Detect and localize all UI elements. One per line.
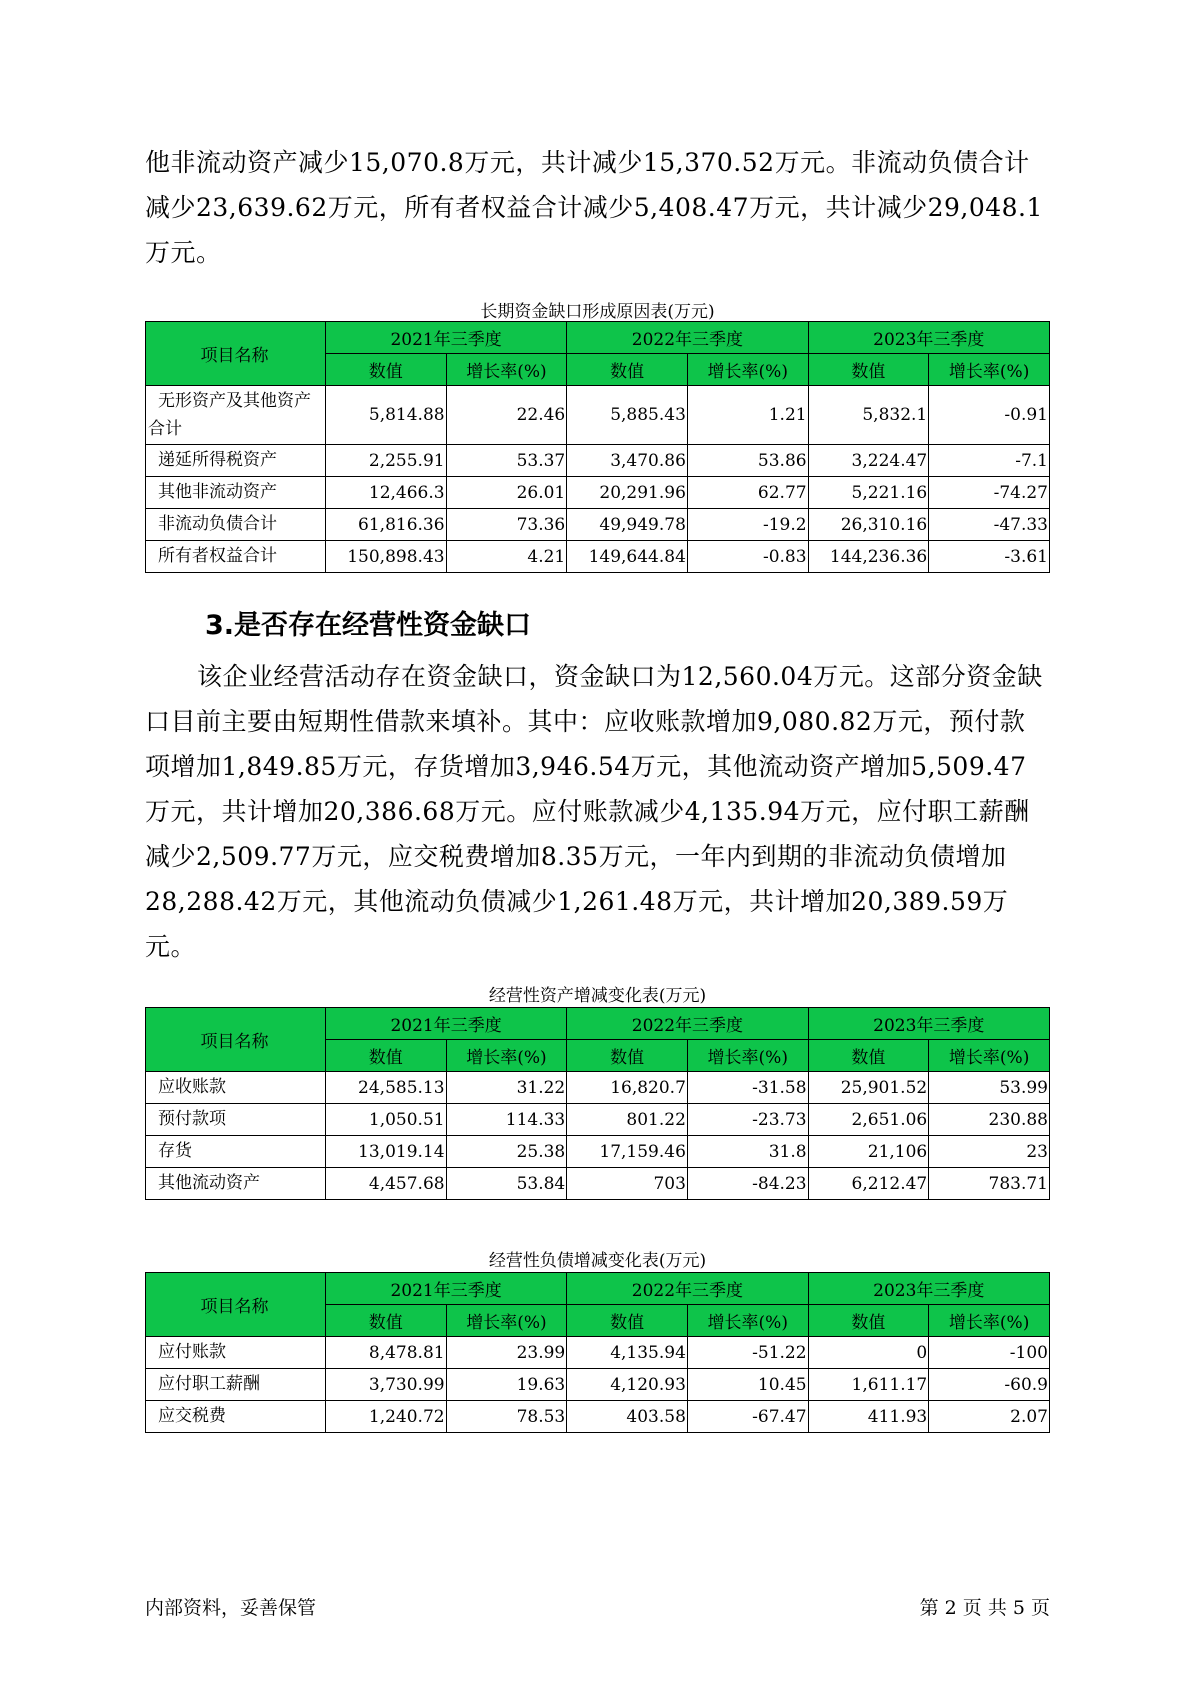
growth-rate-cell: -100 — [929, 1337, 1050, 1369]
value-cell: 150,898.43 — [325, 541, 446, 573]
growth-rate-cell: 23.99 — [446, 1337, 567, 1369]
growth-rate-cell: 114.33 — [446, 1104, 567, 1136]
value-cell: 144,236.36 — [808, 541, 929, 573]
table-row — [146, 386, 1050, 445]
row-label: 预付款项 — [146, 1104, 326, 1136]
sub-header: 增长率(%) — [687, 354, 808, 386]
sub-header: 数值 — [567, 354, 688, 386]
period-header: 2023年三季度 — [808, 1008, 1049, 1040]
row-label: 无形资产及其他资产合计 — [146, 386, 326, 445]
period-header: 2021年三季度 — [325, 322, 566, 354]
sub-header: 数值 — [808, 354, 929, 386]
growth-rate-cell: 26.01 — [446, 477, 567, 509]
table1-caption: 长期资金缺口形成原因表(万元) — [480, 302, 715, 322]
value-cell: 4,457.68 — [325, 1168, 446, 1200]
footer-confidential-note: 内部资料，妥善保管 — [145, 1597, 317, 1619]
growth-rate-cell: -19.2 — [687, 509, 808, 541]
value-cell: 5,832.1 — [808, 386, 929, 445]
period-header: 2023年三季度 — [808, 1273, 1049, 1305]
section-heading: 3.是否存在经营性资金缺口 — [205, 610, 532, 641]
value-cell: 4,120.93 — [567, 1369, 688, 1401]
growth-rate-cell: 53.86 — [687, 445, 808, 477]
value-cell: 21,106 — [808, 1136, 929, 1168]
row-label: 其他非流动资产 — [146, 477, 326, 509]
period-header: 2023年三季度 — [808, 322, 1049, 354]
period-header: 2022年三季度 — [567, 322, 808, 354]
sub-header: 增长率(%) — [929, 354, 1050, 386]
growth-rate-cell: 78.53 — [446, 1401, 567, 1433]
value-cell: 1,050.51 — [325, 1104, 446, 1136]
value-cell: 403.58 — [567, 1401, 688, 1433]
name-header: 项目名称 — [146, 1008, 326, 1072]
table3-caption: 经营性负债增减变化表(万元) — [488, 1251, 707, 1271]
value-cell: 1,611.17 — [808, 1369, 929, 1401]
value-cell: 3,224.47 — [808, 445, 929, 477]
value-cell: 6,212.47 — [808, 1168, 929, 1200]
sub-header: 增长率(%) — [446, 354, 567, 386]
row-label: 应交税费 — [146, 1401, 326, 1433]
table-row — [146, 1401, 1050, 1433]
table-row — [146, 1072, 1050, 1104]
growth-rate-cell: 62.77 — [687, 477, 808, 509]
value-cell: 16,820.7 — [567, 1072, 688, 1104]
growth-rate-cell: -67.47 — [687, 1401, 808, 1433]
growth-rate-cell: 53.99 — [929, 1072, 1050, 1104]
growth-rate-cell: 53.37 — [446, 445, 567, 477]
growth-rate-cell: -0.91 — [929, 386, 1050, 445]
table-row — [146, 1168, 1050, 1200]
table-row — [146, 1369, 1050, 1401]
value-cell: 24,585.13 — [325, 1072, 446, 1104]
sub-header: 数值 — [325, 1305, 446, 1337]
row-label: 应收账款 — [146, 1072, 326, 1104]
value-cell: 8,478.81 — [325, 1337, 446, 1369]
growth-rate-cell: 1.21 — [687, 386, 808, 445]
value-cell: 5,814.88 — [325, 386, 446, 445]
sub-header: 数值 — [325, 354, 446, 386]
growth-rate-cell: 31.22 — [446, 1072, 567, 1104]
value-cell: 2,651.06 — [808, 1104, 929, 1136]
value-cell: 13,019.14 — [325, 1136, 446, 1168]
footer-page-number: 第 2 页 共 5 页 — [919, 1597, 1050, 1619]
table-row — [146, 445, 1050, 477]
growth-rate-cell: 31.8 — [687, 1136, 808, 1168]
row-label: 应付账款 — [146, 1337, 326, 1369]
sub-header: 数值 — [808, 1040, 929, 1072]
value-cell: 411.93 — [808, 1401, 929, 1433]
row-label: 其他流动资产 — [146, 1168, 326, 1200]
growth-rate-cell: 23 — [929, 1136, 1050, 1168]
growth-rate-cell: 230.88 — [929, 1104, 1050, 1136]
growth-rate-cell: -74.27 — [929, 477, 1050, 509]
value-cell: 17,159.46 — [567, 1136, 688, 1168]
value-cell: 20,291.96 — [567, 477, 688, 509]
value-cell: 0 — [808, 1337, 929, 1369]
value-cell: 5,885.43 — [567, 386, 688, 445]
table-row — [146, 477, 1050, 509]
growth-rate-cell: 19.63 — [446, 1369, 567, 1401]
row-label: 应付职工薪酬 — [146, 1369, 326, 1401]
growth-rate-cell: 2.07 — [929, 1401, 1050, 1433]
value-cell: 703 — [567, 1168, 688, 1200]
sub-header: 增长率(%) — [687, 1305, 808, 1337]
sub-header: 增长率(%) — [929, 1305, 1050, 1337]
value-cell: 61,816.36 — [325, 509, 446, 541]
period-header: 2022年三季度 — [567, 1273, 808, 1305]
sub-header: 数值 — [567, 1305, 688, 1337]
sub-header: 增长率(%) — [446, 1040, 567, 1072]
growth-rate-cell: -47.33 — [929, 509, 1050, 541]
section3-paragraph: 该企业经营活动存在资金缺口，资金缺口为12,560.04万元。这部分资金缺口目前主要由短期性借款来填补。其中：应收账款增加9,080.82万元，预付款项增加1,849.85万元，存货增加3,946.54万元，其他流动资产增加5,509.47万元，共计增加20,386.68万元。应付账款减少4,135.94万元，应付职工薪酬减少2,509.77万元，应交税费增加8.35万元，一年内到期的非流动负债增加28,288.42万元，其他流动负债减少1,261.48万元，共计增加20,389.59万元。 — [145, 662, 1043, 961]
growth-rate-cell: -0.83 — [687, 541, 808, 573]
sub-header: 增长率(%) — [687, 1040, 808, 1072]
growth-rate-cell: -7.1 — [929, 445, 1050, 477]
name-header: 项目名称 — [146, 322, 326, 386]
period-header: 2021年三季度 — [325, 1273, 566, 1305]
value-cell: 3,470.86 — [567, 445, 688, 477]
value-cell: 25,901.52 — [808, 1072, 929, 1104]
value-cell: 1,240.72 — [325, 1401, 446, 1433]
table-row — [146, 509, 1050, 541]
growth-rate-cell: 25.38 — [446, 1136, 567, 1168]
value-cell: 12,466.3 — [325, 477, 446, 509]
growth-rate-cell: -3.61 — [929, 541, 1050, 573]
growth-rate-cell: 22.46 — [446, 386, 567, 445]
table-row — [146, 1136, 1050, 1168]
name-header: 项目名称 — [146, 1273, 326, 1337]
value-cell: 49,949.78 — [567, 509, 688, 541]
value-cell: 26,310.16 — [808, 509, 929, 541]
value-cell: 3,730.99 — [325, 1369, 446, 1401]
value-cell: 149,644.84 — [567, 541, 688, 573]
sub-header: 增长率(%) — [929, 1040, 1050, 1072]
sub-header: 数值 — [808, 1305, 929, 1337]
value-cell: 5,221.16 — [808, 477, 929, 509]
growth-rate-cell: 73.36 — [446, 509, 567, 541]
growth-rate-cell: -60.9 — [929, 1369, 1050, 1401]
table-row — [146, 541, 1050, 573]
growth-rate-cell: 53.84 — [446, 1168, 567, 1200]
table-row — [146, 1337, 1050, 1369]
row-label: 存货 — [146, 1136, 326, 1168]
growth-rate-cell: 10.45 — [687, 1369, 808, 1401]
intro-paragraph: 他非流动资产减少15,070.8万元，共计减少15,370.52万元。非流动负债合计减少23,639.62万元，所有者权益合计减少5,408.47万元，共计减少29,048.1万元。 — [145, 148, 1043, 267]
long-term-gap-table — [145, 321, 1050, 573]
period-header: 2021年三季度 — [325, 1008, 566, 1040]
table2-caption: 经营性资产增减变化表(万元) — [488, 986, 707, 1006]
value-cell: 801.22 — [567, 1104, 688, 1136]
row-label: 所有者权益合计 — [146, 541, 326, 573]
value-cell: 4,135.94 — [567, 1337, 688, 1369]
sub-header: 数值 — [325, 1040, 446, 1072]
growth-rate-cell: -31.58 — [687, 1072, 808, 1104]
sub-header: 数值 — [567, 1040, 688, 1072]
operating-liabilities-table — [145, 1272, 1050, 1433]
period-header: 2022年三季度 — [567, 1008, 808, 1040]
growth-rate-cell: 783.71 — [929, 1168, 1050, 1200]
sub-header: 增长率(%) — [446, 1305, 567, 1337]
growth-rate-cell: -23.73 — [687, 1104, 808, 1136]
row-label: 递延所得税资产 — [146, 445, 326, 477]
growth-rate-cell: 4.21 — [446, 541, 567, 573]
table-row — [146, 1104, 1050, 1136]
row-label: 非流动负债合计 — [146, 509, 326, 541]
growth-rate-cell: -84.23 — [687, 1168, 808, 1200]
growth-rate-cell: -51.22 — [687, 1337, 808, 1369]
operating-assets-table — [145, 1007, 1050, 1200]
value-cell: 2,255.91 — [325, 445, 446, 477]
